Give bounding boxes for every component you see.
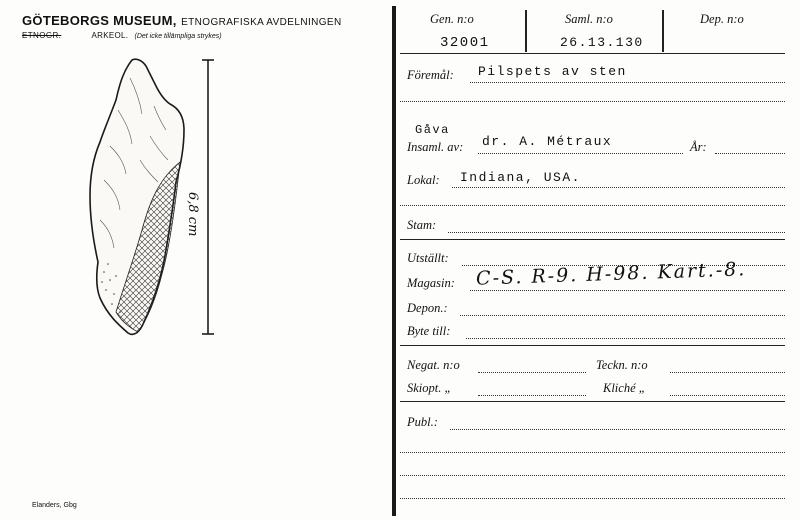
teckn-label: Teckn. n:o: [596, 358, 648, 372]
saml-no-label: Saml. n:o: [565, 12, 613, 26]
kliche-line: [670, 395, 785, 396]
insaml-value: dr. A. Métraux: [482, 134, 613, 149]
magasin-value: C-S. R-9. H-98. Kart.-8.: [475, 258, 747, 290]
skiopt-line: [478, 395, 586, 396]
insaml-line: [478, 153, 683, 154]
stam-label: Stam:: [407, 218, 437, 232]
publ-label: Publ.:: [407, 415, 438, 429]
blank-line-3: [400, 452, 785, 453]
stam-line: [448, 232, 785, 233]
section-rule-2: [400, 345, 785, 346]
depon-label: Depon.:: [407, 301, 448, 315]
kliche-label: Kliché „: [603, 381, 646, 395]
ar-label: År:: [690, 140, 707, 154]
column-divider-1: [525, 10, 527, 52]
skiopt-label: Skiopt. „: [407, 381, 452, 395]
arrowhead-drawing: [70, 50, 230, 350]
department-name: ETNOGRAFISKA AVDELNINGEN: [181, 17, 342, 28]
foremal-label: Föremål:: [407, 68, 454, 82]
publ-line: [450, 429, 785, 430]
card-header: [22, 12, 342, 30]
ar-line: [715, 153, 785, 154]
section-rule-3: [400, 401, 785, 402]
card-subheader: [22, 31, 222, 40]
lokal-line: [452, 187, 785, 188]
center-divider: [392, 6, 396, 516]
arkeol-label: ARKEOL.: [91, 31, 129, 40]
column-divider-2: [662, 10, 664, 52]
negat-label: Negat. n:o: [407, 358, 460, 372]
printer-mark: Elanders, Gbg: [32, 502, 77, 509]
gen-no-value: 32001: [440, 35, 490, 51]
arkeol-note: (Det icke tillämpliga strykes): [134, 33, 222, 40]
foremal-line: [470, 82, 785, 83]
lokal-label: Lokal:: [407, 173, 440, 187]
negat-line: [478, 372, 586, 373]
museum-name: GÖTEBORGS MUSEUM,: [22, 13, 177, 28]
etnogr-struck: ETNOGR.: [22, 31, 62, 40]
teckn-line: [670, 372, 785, 373]
magasin-line: [470, 290, 785, 291]
scale-bar: [202, 60, 214, 334]
depon-line: [460, 315, 785, 316]
foremal-value: Pilspets av sten: [478, 64, 627, 79]
lokal-value: Indiana, USA.: [460, 170, 581, 185]
gava-value: Gåva: [415, 123, 450, 137]
blank-line-5: [400, 498, 785, 499]
magasin-label: Magasin:: [407, 276, 455, 290]
byte-line: [466, 338, 785, 339]
utstallt-label: Utställt:: [407, 251, 449, 265]
blank-line-2: [400, 205, 785, 206]
measurement-label: 6,8 cm: [185, 192, 200, 237]
saml-no-value: 26.13.130: [560, 35, 644, 50]
insaml-label: Insaml. av:: [407, 140, 464, 154]
section-rule-1: [400, 239, 785, 240]
blank-line-1: [400, 101, 785, 102]
blank-line-4: [400, 475, 785, 476]
dep-no-label: Dep. n:o: [700, 12, 744, 26]
header-rule: [400, 53, 785, 54]
gen-no-label: Gen. n:o: [430, 12, 474, 26]
byte-label: Byte till:: [407, 324, 451, 338]
